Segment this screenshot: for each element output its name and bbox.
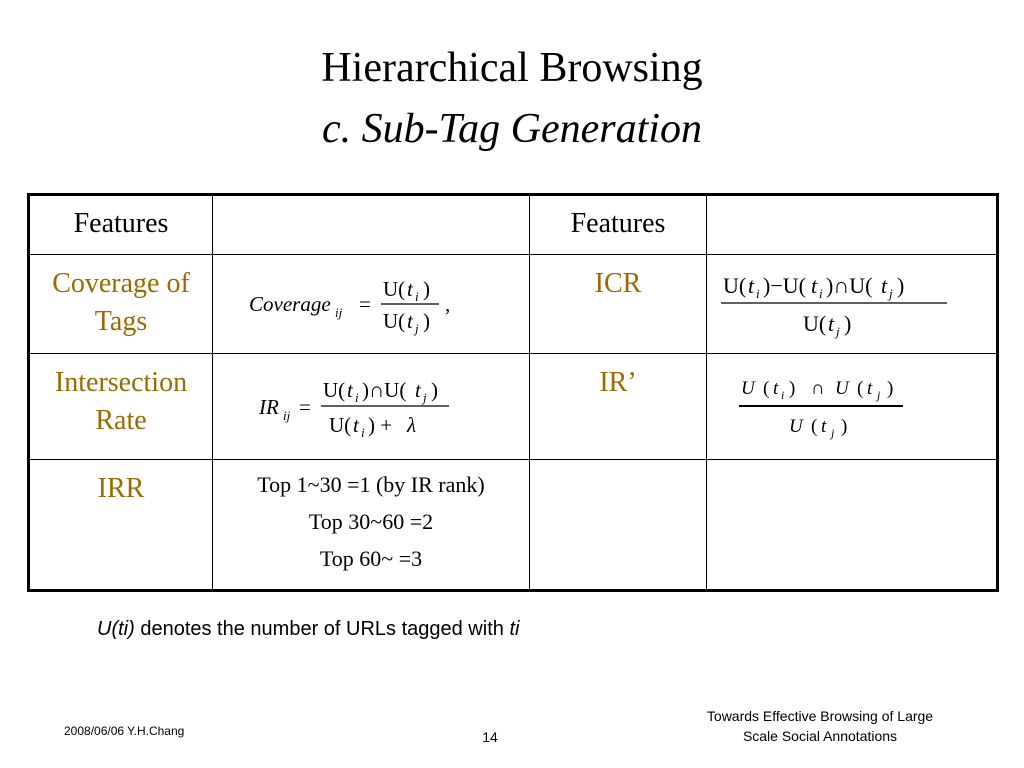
table-header-row <box>29 195 998 255</box>
footer-paper-title <box>660 706 980 746</box>
svg-text:ij: ij <box>335 304 343 320</box>
footer-paper-title-line1: Towards Effective Browsing of Large <box>706 708 934 724</box>
irr-rule-1: Top 1~30 =1 (by IR rank) <box>257 472 485 497</box>
svg-text:t: t <box>353 413 359 437</box>
footer-date-author: 2008/06/06 Y.H.Chang <box>64 724 185 738</box>
irr-rule-2: Top 30~60 =2 <box>308 509 434 534</box>
definition-note <box>97 618 519 641</box>
coverage-formula-graphic <box>213 257 529 347</box>
svg-text:U(: U( <box>383 276 406 301</box>
svg-text:t: t <box>867 378 873 399</box>
icr-formula-graphic <box>707 257 996 347</box>
feature-icr: ICR <box>530 255 707 354</box>
svg-text:λ: λ <box>407 413 417 437</box>
feature-irr: IRR <box>29 460 213 591</box>
svg-text:): ) <box>423 276 430 301</box>
slide-subtitle: c. Sub-Tag Generation <box>322 106 702 152</box>
svg-text:): ) <box>897 272 905 298</box>
svg-text:t: t <box>828 310 835 336</box>
note-text: denotes the number of URLs tagged with <box>134 618 510 640</box>
svg-text:): ) <box>431 378 438 402</box>
svg-text:)∩U(: )∩U( <box>826 272 873 298</box>
ir-prime-formula-graphic <box>707 354 996 454</box>
table-row <box>29 354 998 460</box>
footer-page-number: 14 <box>482 729 498 745</box>
irr-rule-3: Top 60~ =3 <box>319 546 423 571</box>
feature-intersection-rate: Intersection Rate <box>29 354 213 460</box>
svg-text:∩: ∩ <box>811 378 825 399</box>
intersection-rate-formula-graphic <box>213 354 529 454</box>
header-features-right: Features <box>530 195 707 255</box>
svg-text:t: t <box>881 272 888 298</box>
icr-formula <box>707 255 998 354</box>
svg-text:U(: U( <box>323 378 346 402</box>
header-blank-left <box>213 195 530 255</box>
svg-text:U(: U( <box>723 272 747 298</box>
svg-text:i: i <box>361 425 365 440</box>
empty-cell <box>530 460 707 591</box>
svg-text:t: t <box>415 378 421 402</box>
svg-text:j: j <box>831 426 835 440</box>
svg-text:): ) <box>789 378 796 399</box>
svg-text:j: j <box>423 390 427 405</box>
svg-text:j: j <box>415 320 419 336</box>
intersection-rate-formula <box>213 354 530 460</box>
svg-text:i: i <box>415 288 419 304</box>
svg-text:i: i <box>819 285 823 301</box>
svg-text:ij: ij <box>283 408 291 423</box>
svg-text:U(: U( <box>383 308 406 333</box>
svg-text:j: j <box>889 285 893 301</box>
svg-text:): ) <box>423 308 430 333</box>
header-blank-right <box>707 195 998 255</box>
svg-text:i: i <box>355 390 359 405</box>
table-row <box>29 460 998 591</box>
features-table <box>27 193 999 592</box>
svg-text:): ) <box>844 310 852 336</box>
footer-paper-title-line2: Scale Social Annotations <box>742 728 898 744</box>
svg-text:t: t <box>748 272 755 298</box>
svg-text:t: t <box>347 378 353 402</box>
svg-text:(: ( <box>763 378 770 399</box>
header-features-left: Features <box>29 195 213 255</box>
svg-text:U: U <box>789 416 803 437</box>
svg-text:t: t <box>811 272 818 298</box>
feature-coverage-of-tags: Coverage of Tags <box>29 255 213 354</box>
note-term2: ti <box>509 618 520 640</box>
empty-cell <box>707 460 998 591</box>
coverage-formula <box>213 255 530 354</box>
svg-text:j: j <box>877 388 881 402</box>
irr-rank-rules <box>213 460 530 591</box>
note-term: U(ti) <box>97 618 135 640</box>
table-row <box>29 255 998 354</box>
svg-text:(: ( <box>811 416 818 437</box>
svg-text:IR: IR <box>259 395 279 419</box>
feature-ir-prime: IR’ <box>530 354 707 460</box>
svg-text:U: U <box>741 378 755 399</box>
svg-text:t: t <box>821 416 827 437</box>
svg-text:=: = <box>359 291 371 316</box>
svg-text:i: i <box>781 388 785 402</box>
svg-text:t: t <box>407 308 413 333</box>
svg-text:t: t <box>773 378 779 399</box>
svg-text:U(: U( <box>803 310 827 336</box>
svg-text:=: = <box>299 395 311 419</box>
svg-text:U(: U( <box>329 413 352 437</box>
svg-text:)−U(: )−U( <box>763 272 806 298</box>
svg-text:i: i <box>756 285 760 301</box>
svg-text:,: , <box>445 291 451 316</box>
svg-text:t: t <box>407 276 413 301</box>
svg-text:j: j <box>836 323 840 339</box>
svg-text:Coverage: Coverage <box>249 291 331 316</box>
ir-prime-formula <box>707 354 998 460</box>
svg-text:): ) <box>887 378 894 399</box>
svg-text:U: U <box>835 378 849 399</box>
slide-title: Hierarchical Browsing <box>321 45 703 91</box>
svg-text:) +: ) + <box>368 413 393 437</box>
svg-text:)∩U(: )∩U( <box>362 378 407 402</box>
svg-text:(: ( <box>857 378 864 399</box>
svg-text:): ) <box>841 416 848 437</box>
